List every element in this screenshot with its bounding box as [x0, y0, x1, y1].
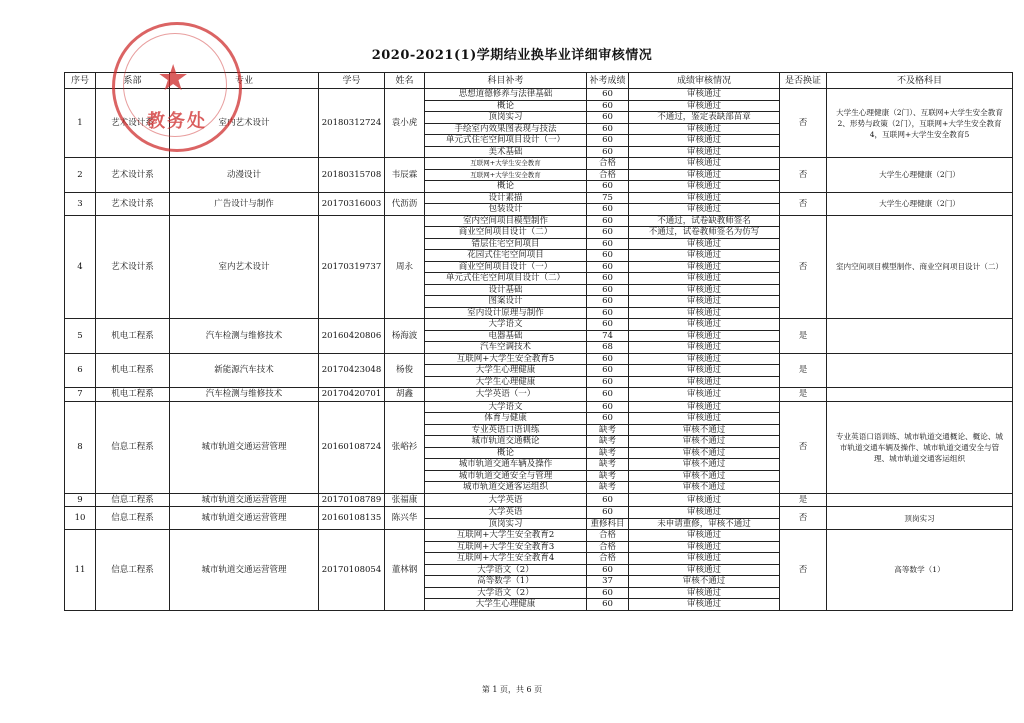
score-cell: 缺考: [587, 459, 629, 471]
student-id-cell: 20160420806: [319, 319, 385, 354]
score-cell: 60: [587, 284, 629, 296]
score-cell: 60: [587, 413, 629, 425]
review-cell: 审核通过: [629, 261, 780, 273]
review-cell: 审核不通过: [629, 576, 780, 588]
review-cell: 审核通过: [629, 553, 780, 565]
review-cell: 审核通过: [629, 507, 780, 519]
score-cell: 缺考: [587, 436, 629, 448]
review-cell: 审核通过: [629, 530, 780, 542]
student-id-cell: 20180312724: [319, 89, 385, 158]
score-cell: 60: [587, 215, 629, 227]
student-name-cell: 代沥沥: [385, 192, 425, 215]
score-cell: 60: [587, 376, 629, 388]
student-name-cell: 杨海波: [385, 319, 425, 354]
score-cell: 60: [587, 365, 629, 377]
failed-subjects-cell: 顶岗实习: [827, 507, 1013, 530]
score-cell: 缺考: [587, 447, 629, 459]
row-number: 11: [65, 530, 96, 611]
subject-cell: 大学语文（2）: [425, 564, 587, 576]
score-cell: 60: [587, 100, 629, 112]
subject-cell: 大学生心理健康: [425, 599, 587, 611]
subject-cell: 互联网+大学生安全教育: [425, 169, 587, 181]
subject-cell: 花园式住宅空间项目: [425, 250, 587, 262]
major-cell: 汽车检测与维修技术: [170, 319, 319, 354]
score-cell: 74: [587, 330, 629, 342]
major-cell: 城市轨道交通运营管理: [170, 507, 319, 530]
table-row: [65, 192, 1013, 204]
review-cell: 审核通过: [629, 307, 780, 319]
subject-cell: 单元式住宅空间项目设计（二）: [425, 273, 587, 285]
table-row: [65, 319, 1013, 331]
student-name-cell: 胡鑫: [385, 388, 425, 402]
failed-subjects-cell: [827, 353, 1013, 388]
subject-cell: 互联网+大学生安全教育5: [425, 353, 587, 365]
header-cell: 是否换证: [780, 73, 827, 89]
subject-cell: 美术基础: [425, 146, 587, 158]
score-cell: 60: [587, 296, 629, 308]
score-cell: 60: [587, 238, 629, 250]
major-cell: 广告设计与制作: [170, 192, 319, 215]
student-id-cell: 20170316003: [319, 192, 385, 215]
table-row: [65, 507, 1013, 519]
review-cell: 审核不通过: [629, 482, 780, 494]
header-row: [65, 73, 1013, 89]
certificate-cell: 是: [780, 388, 827, 402]
score-cell: 60: [587, 146, 629, 158]
major-cell: 城市轨道交通运营管理: [170, 530, 319, 611]
review-cell: 审核通过: [629, 123, 780, 135]
score-cell: 68: [587, 342, 629, 354]
document-title: 2020-2021(1)学期结业换毕业详细审核情况: [371, 48, 653, 63]
score-cell: 60: [587, 135, 629, 147]
review-cell: 审核通过: [629, 365, 780, 377]
score-cell: 合格: [587, 541, 629, 553]
review-cell: 未申请重修，审核不通过: [629, 518, 780, 530]
subject-cell: 互联网+大学生安全教育: [425, 158, 587, 170]
subject-cell: 错层住宅空间项目: [425, 238, 587, 250]
score-cell: 60: [587, 250, 629, 262]
review-cell: 审核通过: [629, 587, 780, 599]
review-cell: 审核通过: [629, 342, 780, 354]
review-cell: 审核通过: [629, 541, 780, 553]
subject-cell: 城市轨道交通概论: [425, 436, 587, 448]
review-cell: 审核通过: [629, 100, 780, 112]
header-cell: 学号: [319, 73, 385, 89]
certificate-cell: 否: [780, 507, 827, 530]
student-name-cell: 陈兴华: [385, 507, 425, 530]
review-cell: 审核通过: [629, 273, 780, 285]
table-row: [65, 388, 1013, 402]
score-cell: 60: [587, 564, 629, 576]
major-cell: 室内艺术设计: [170, 215, 319, 319]
table-row: [65, 493, 1013, 507]
score-cell: 60: [587, 587, 629, 599]
subject-cell: 互联网+大学生安全教育4: [425, 553, 587, 565]
department-cell: 信息工程系: [96, 493, 170, 507]
score-cell: 60: [587, 89, 629, 101]
header-cell: 科目补考: [425, 73, 587, 89]
certificate-cell: 否: [780, 215, 827, 319]
review-cell: 审核通过: [629, 493, 780, 507]
subject-cell: 手绘室内效果图表现与技法: [425, 123, 587, 135]
review-cell: 审核通过: [629, 413, 780, 425]
score-cell: 60: [587, 388, 629, 402]
department-cell: 信息工程系: [96, 401, 170, 493]
score-cell: 合格: [587, 158, 629, 170]
table-row: [65, 89, 1013, 101]
student-id-cell: 20170420701: [319, 388, 385, 402]
table-row: [65, 215, 1013, 227]
review-cell: 审核不通过: [629, 436, 780, 448]
score-cell: 合格: [587, 169, 629, 181]
subject-cell: 室内设计原理与制作: [425, 307, 587, 319]
header-cell: 序号: [65, 73, 96, 89]
subject-cell: 汽车空调技术: [425, 342, 587, 354]
failed-subjects-cell: [827, 319, 1013, 354]
review-cell: 审核通过: [629, 158, 780, 170]
score-cell: 缺考: [587, 424, 629, 436]
review-cell: 审核通过: [629, 330, 780, 342]
subject-cell: 城市轨道交通客运组织: [425, 482, 587, 494]
score-cell: 60: [587, 273, 629, 285]
header-cell: 成绩审核情况: [629, 73, 780, 89]
page-footer: 第 1 页，共 6 页: [481, 685, 543, 694]
review-cell: 审核通过: [629, 89, 780, 101]
student-name-cell: 董林钢: [385, 530, 425, 611]
subject-cell: 商业空间项目设计（二）: [425, 227, 587, 239]
failed-subjects-cell: 大学生心理健康（2门）: [827, 192, 1013, 215]
row-number: 8: [65, 401, 96, 493]
major-cell: 动漫设计: [170, 158, 319, 193]
score-cell: 重修科目: [587, 518, 629, 530]
subject-cell: 思想道德修养与法律基础: [425, 89, 587, 101]
subject-cell: 大学生心理健康: [425, 365, 587, 377]
header-cell: 姓名: [385, 73, 425, 89]
score-cell: 60: [587, 599, 629, 611]
major-cell: 汽车检测与维修技术: [170, 388, 319, 402]
score-cell: 缺考: [587, 470, 629, 482]
student-name-cell: 袁小虎: [385, 89, 425, 158]
subject-cell: 图案设计: [425, 296, 587, 308]
subject-cell: 大学语文（2）: [425, 587, 587, 599]
review-cell: 审核通过: [629, 401, 780, 413]
review-cell: 审核不通过: [629, 470, 780, 482]
department-cell: 信息工程系: [96, 530, 170, 611]
major-cell: 城市轨道交通运营管理: [170, 401, 319, 493]
certificate-cell: 是: [780, 353, 827, 388]
subject-cell: 商业空间项目设计（一）: [425, 261, 587, 273]
row-number: 6: [65, 353, 96, 388]
score-cell: 缺考: [587, 482, 629, 494]
table-body: [65, 89, 1013, 611]
review-cell: 审核不通过: [629, 447, 780, 459]
header-cell: 不及格科目: [827, 73, 1013, 89]
score-cell: 60: [587, 307, 629, 319]
failed-subjects-cell: 大学生心理健康（2门）、互联网+大学生安全教育2、形势与政策（2门），互联网+大学生安全教育4，互联网+大学生安全教育5: [827, 89, 1013, 158]
score-cell: 37: [587, 576, 629, 588]
table-row: [65, 530, 1013, 542]
subject-cell: 高等数学（1）: [425, 576, 587, 588]
department-cell: 机电工程系: [96, 353, 170, 388]
department-cell: 信息工程系: [96, 507, 170, 530]
subject-cell: 大学生心理健康: [425, 376, 587, 388]
review-cell: 审核通过: [629, 564, 780, 576]
row-number: 1: [65, 89, 96, 158]
major-cell: 室内艺术设计: [170, 89, 319, 158]
score-cell: 60: [587, 181, 629, 193]
subject-cell: 城市轨道交通车辆及操作: [425, 459, 587, 471]
certificate-cell: 否: [780, 401, 827, 493]
student-name-cell: 张福康: [385, 493, 425, 507]
score-cell: 60: [587, 401, 629, 413]
department-cell: 艺术设计系: [96, 192, 170, 215]
failed-subjects-cell: 大学生心理健康（2门）: [827, 158, 1013, 193]
review-cell: 审核通过: [629, 192, 780, 204]
subject-cell: 城市轨道交通安全与管理: [425, 470, 587, 482]
certificate-cell: 否: [780, 89, 827, 158]
student-name-cell: 韦辰霖: [385, 158, 425, 193]
subject-cell: 包装设计: [425, 204, 587, 216]
row-number: 7: [65, 388, 96, 402]
student-id-cell: 20170108054: [319, 530, 385, 611]
review-cell: 审核通过: [629, 204, 780, 216]
review-cell: 不通过，试卷教师签名为仿写: [629, 227, 780, 239]
review-cell: 不通过，鉴定表缺部苗章: [629, 112, 780, 124]
star-icon: ★: [157, 58, 190, 99]
subject-cell: 概论: [425, 447, 587, 459]
score-cell: 合格: [587, 553, 629, 565]
subject-cell: 大学语文: [425, 401, 587, 413]
review-cell: 审核通过: [629, 376, 780, 388]
failed-subjects-cell: [827, 493, 1013, 507]
subject-cell: 大学英语: [425, 493, 587, 507]
score-cell: 60: [587, 123, 629, 135]
failed-subjects-cell: 专业英语口语训练、城市轨道交通概论、概论、城市轨道交通车辆及操作、城市轨道交通安全与管理、城市轨道交通客运组织: [827, 401, 1013, 493]
subject-cell: 大学英语: [425, 507, 587, 519]
review-cell: 审核通过: [629, 599, 780, 611]
header-cell: 补考成绩: [587, 73, 629, 89]
header-cell: 专业: [170, 73, 319, 89]
certificate-cell: 否: [780, 158, 827, 193]
score-cell: 合格: [587, 530, 629, 542]
review-cell: 审核通过: [629, 146, 780, 158]
department-cell: 艺术设计系: [96, 215, 170, 319]
subject-cell: 顶岗实习: [425, 112, 587, 124]
row-number: 10: [65, 507, 96, 530]
review-cell: 审核不通过: [629, 459, 780, 471]
score-cell: 60: [587, 353, 629, 365]
table-row: [65, 158, 1013, 170]
certificate-cell: 是: [780, 319, 827, 354]
subject-cell: 专业英语口语训练: [425, 424, 587, 436]
score-cell: 60: [587, 204, 629, 216]
review-cell: 审核通过: [629, 388, 780, 402]
subject-cell: 设计基础: [425, 284, 587, 296]
student-id-cell: 20160108135: [319, 507, 385, 530]
row-number: 9: [65, 493, 96, 507]
score-cell: 60: [587, 261, 629, 273]
score-cell: 60: [587, 507, 629, 519]
row-number: 4: [65, 215, 96, 319]
subject-cell: 电器基础: [425, 330, 587, 342]
subject-cell: 互联网+大学生安全教育2: [425, 530, 587, 542]
certificate-cell: 否: [780, 530, 827, 611]
subject-cell: 顶岗实习: [425, 518, 587, 530]
review-cell: 审核通过: [629, 319, 780, 331]
failed-subjects-cell: [827, 388, 1013, 402]
certificate-cell: 否: [780, 192, 827, 215]
student-id-cell: 20170108789: [319, 493, 385, 507]
subject-cell: 设计素描: [425, 192, 587, 204]
major-cell: 新能源汽车技术: [170, 353, 319, 388]
subject-cell: 概论: [425, 181, 587, 193]
row-number: 2: [65, 158, 96, 193]
subject-cell: 概论: [425, 100, 587, 112]
subject-cell: 室内空间项目模型制作: [425, 215, 587, 227]
subject-cell: 大学语文: [425, 319, 587, 331]
review-cell: 审核通过: [629, 169, 780, 181]
student-name-cell: 周永: [385, 215, 425, 319]
failed-subjects-cell: 室内空间项目模型制作、商业空间项目设计（二）: [827, 215, 1013, 319]
review-cell: 审核通过: [629, 284, 780, 296]
score-cell: 75: [587, 192, 629, 204]
review-cell: 审核通过: [629, 353, 780, 365]
review-cell: 审核通过: [629, 250, 780, 262]
score-cell: 60: [587, 493, 629, 507]
review-cell: 审核通过: [629, 296, 780, 308]
score-cell: 60: [587, 319, 629, 331]
score-cell: 60: [587, 112, 629, 124]
department-cell: 机电工程系: [96, 388, 170, 402]
student-id-cell: 20170319737: [319, 215, 385, 319]
review-table: [64, 72, 1013, 611]
student-id-cell: 20180315708: [319, 158, 385, 193]
review-cell: 审核通过: [629, 238, 780, 250]
subject-cell: 体育与健康: [425, 413, 587, 425]
subject-cell: 大学英语（一）: [425, 388, 587, 402]
review-cell: 不通过，试卷缺教师签名: [629, 215, 780, 227]
certificate-cell: 是: [780, 493, 827, 507]
subject-cell: 单元式住宅空间项目设计（一）: [425, 135, 587, 147]
review-cell: 审核不通过: [629, 424, 780, 436]
row-number: 3: [65, 192, 96, 215]
header-cell: 系部: [96, 73, 170, 89]
table-row: [65, 353, 1013, 365]
review-cell: 审核通过: [629, 181, 780, 193]
subject-cell: 互联网+大学生安全教育3: [425, 541, 587, 553]
department-cell: 艺术设计系: [96, 89, 170, 158]
student-id-cell: 20170423048: [319, 353, 385, 388]
student-name-cell: 张峪衫: [385, 401, 425, 493]
table-row: [65, 401, 1013, 413]
seal-center-text: 教务处: [147, 111, 207, 132]
score-cell: 60: [587, 227, 629, 239]
row-number: 5: [65, 319, 96, 354]
department-cell: 机电工程系: [96, 319, 170, 354]
review-cell: 审核通过: [629, 135, 780, 147]
student-id-cell: 20160108724: [319, 401, 385, 493]
department-cell: 艺术设计系: [96, 158, 170, 193]
student-name-cell: 杨俊: [385, 353, 425, 388]
failed-subjects-cell: 高等数学（1）: [827, 530, 1013, 611]
major-cell: 城市轨道交通运营管理: [170, 493, 319, 507]
